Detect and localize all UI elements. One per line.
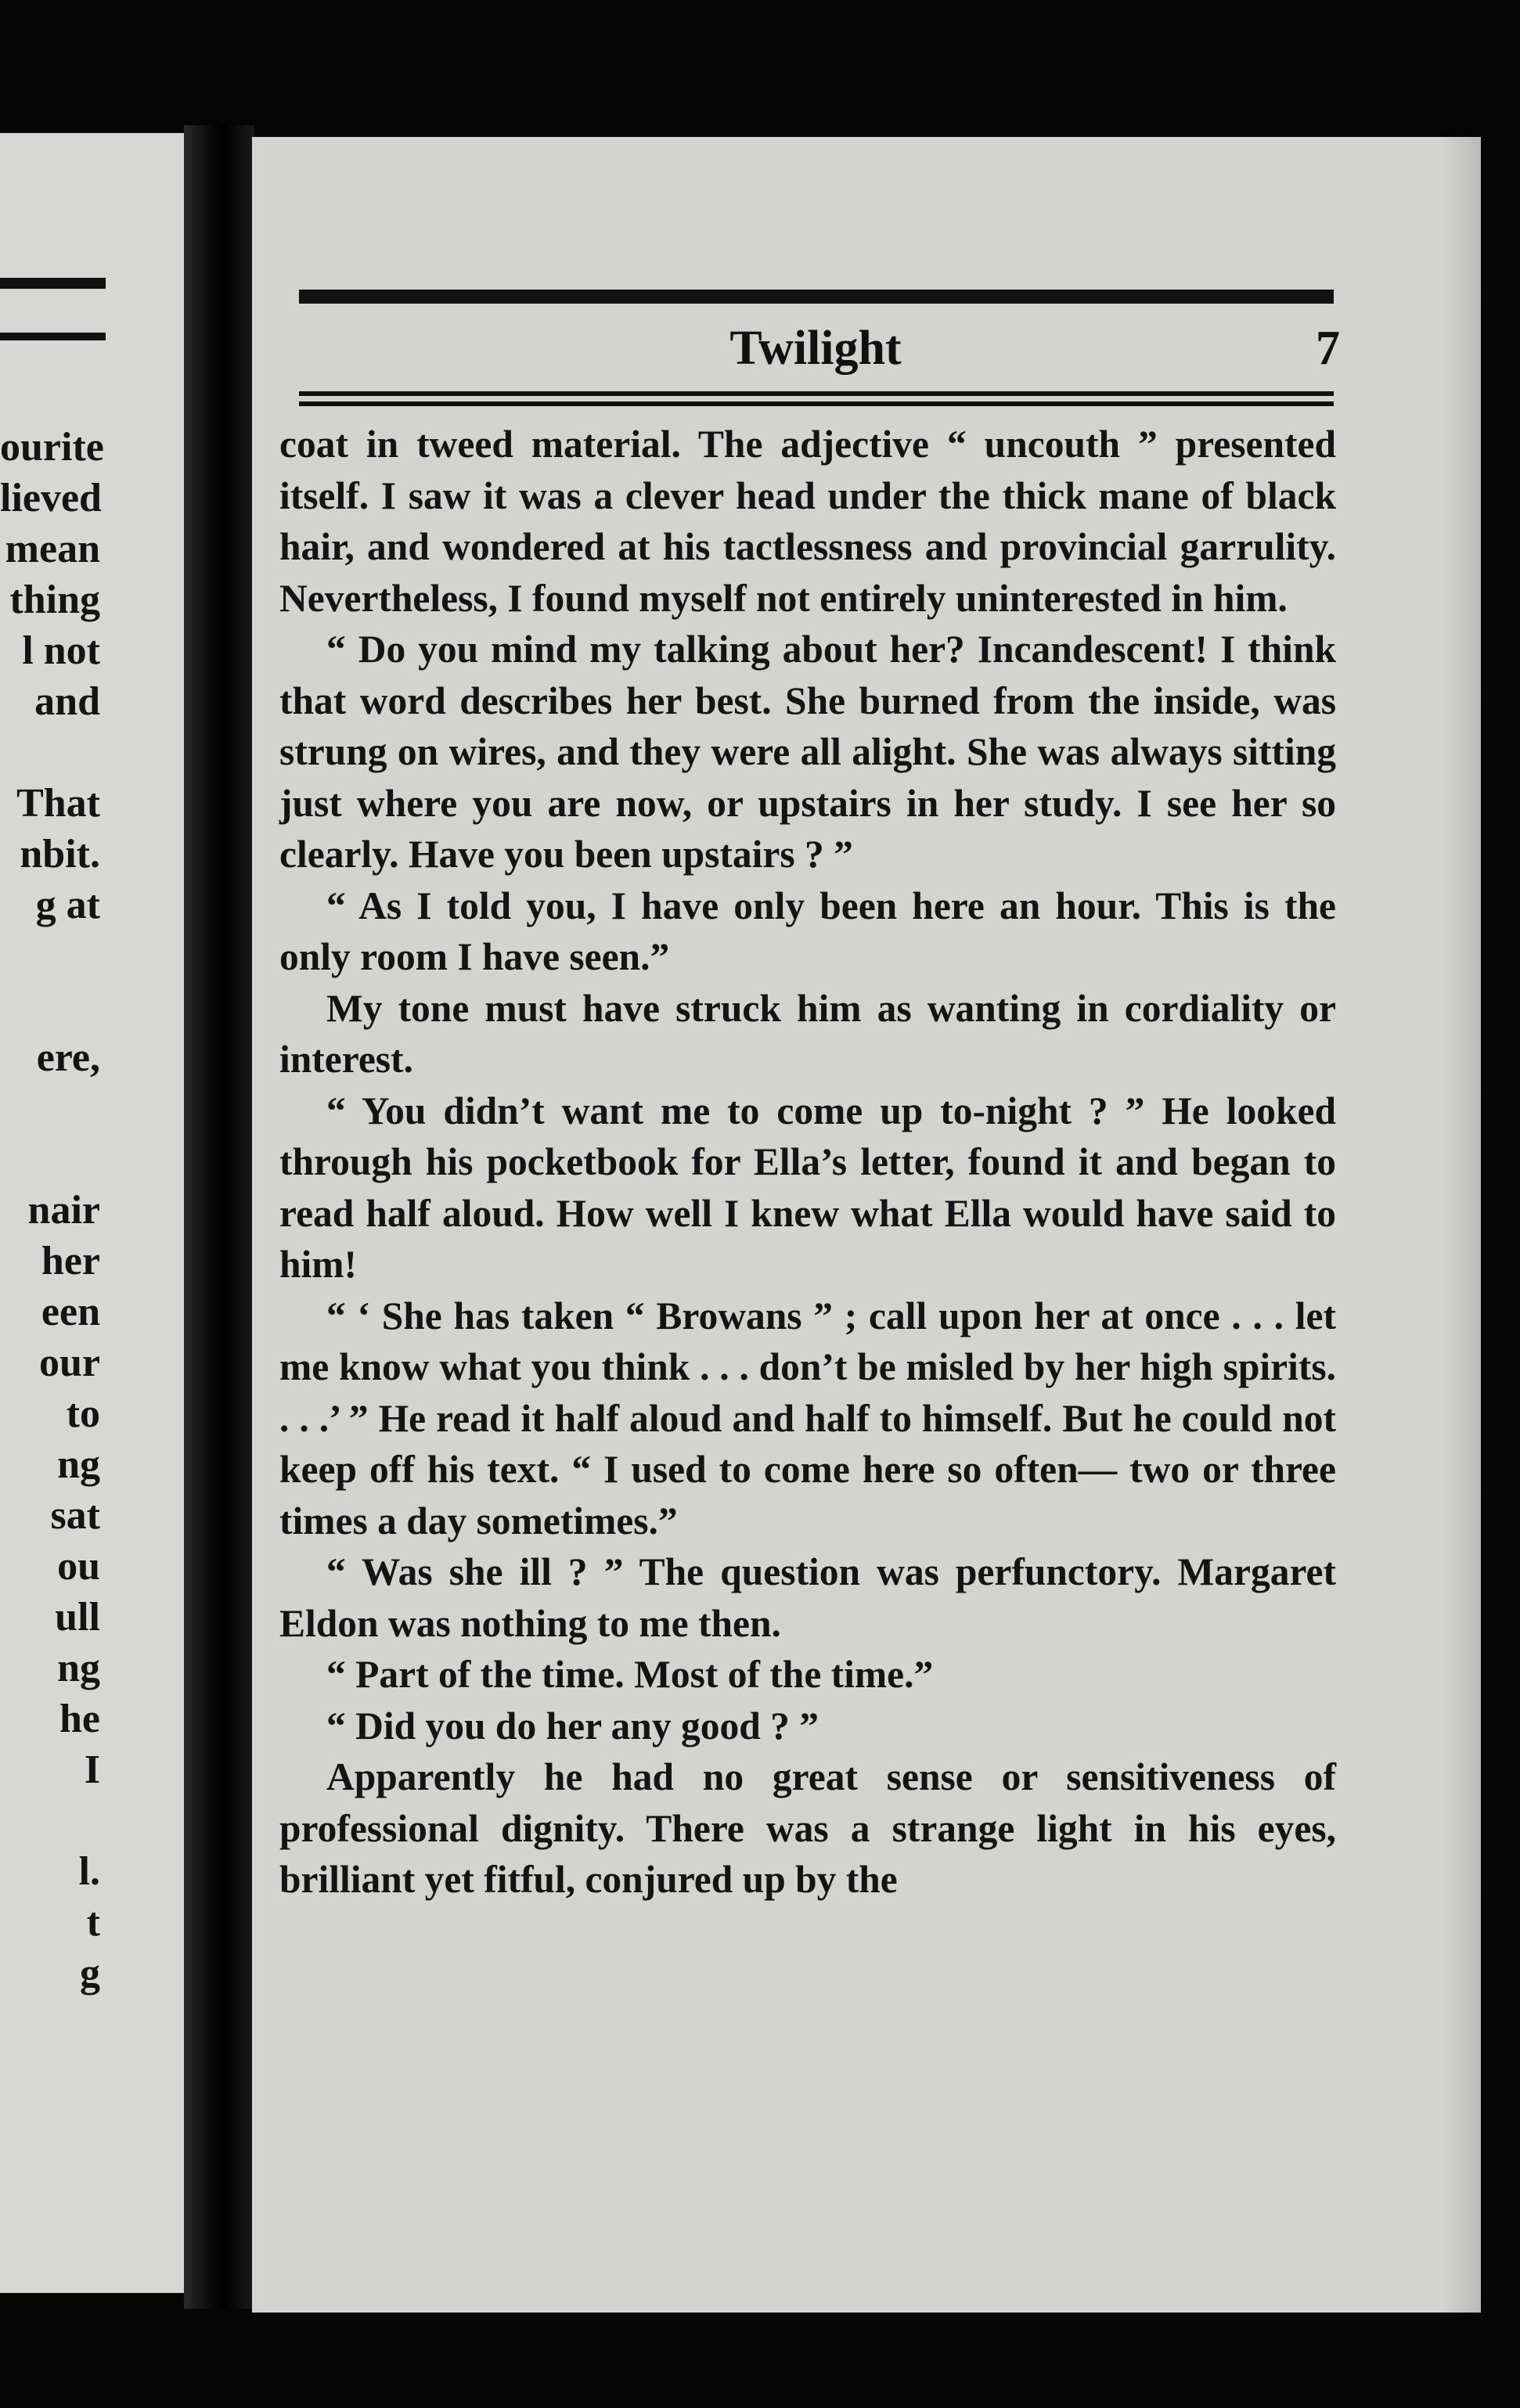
facing-page-fragment <box>0 931 100 982</box>
facing-page-fragment: ull <box>55 1595 100 1640</box>
facing-page-fragment <box>0 982 100 1033</box>
facing-page-fragment: I <box>84 1748 100 1792</box>
facing-page-fragment: ere, <box>36 1035 100 1080</box>
facing-page-fragment: lieved <box>0 476 102 520</box>
running-title: Twilight <box>729 322 902 375</box>
facing-page <box>0 133 184 2293</box>
header-rule-upper <box>299 391 1334 396</box>
facing-page-fragment: een <box>41 1290 100 1334</box>
paragraph: “ Did you do her any good ? ” <box>326 1704 819 1748</box>
facing-page-fragment: ourite <box>0 425 104 470</box>
facing-page-fragment: mean <box>5 527 100 571</box>
facing-page-fragment: ou <box>57 1544 100 1589</box>
facing-page-rule <box>0 278 106 289</box>
facing-page-fragment: nair <box>27 1188 100 1233</box>
facing-page-fragment: he <box>59 1697 100 1741</box>
facing-page-fragment: to <box>66 1391 100 1436</box>
paragraph: “ As I told you, I have only been here an hour. This is the only room I have seen.” <box>279 884 1336 978</box>
facing-page-fragment: ng <box>57 1442 100 1487</box>
facing-page-fragment: and <box>34 679 100 724</box>
book-gutter <box>184 125 254 2309</box>
paragraph: “ ‘ She has taken “ Browans ” ; call upon her at once . . . let me know what you think . . . don’t be misled by her high spirits. . . .’ ” He read it half aloud and half to himself. But he could not keep off his text. “ I used to come here so often— two or three times a day sometimes.” <box>279 1294 1336 1542</box>
facing-page-fragment: sat <box>50 1493 100 1538</box>
body-text <box>279 419 1336 1906</box>
header-rule-top <box>299 290 1334 304</box>
paragraph: Apparently he had no great sense or sensitiveness of professional dignity. There was a strange light in his eyes, brilliant yet fitful, conjured up by the <box>279 1755 1336 1901</box>
facing-page-fragment: nbit. <box>20 832 100 876</box>
paragraph: My tone must have struck him as wanting in cordiality or interest. <box>279 986 1336 1081</box>
page-edge <box>1442 137 1481 2313</box>
facing-page-fragment: ng <box>57 1646 100 1690</box>
page-number: 7 <box>1316 322 1340 375</box>
facing-page-fragment: That <box>16 781 100 826</box>
facing-page-fragment: g <box>80 1951 100 1996</box>
facing-page-fragment: thing <box>9 578 100 622</box>
paragraph: coat in tweed material. The adjective “ uncouth ” presented itself. I saw it was a clever head under the thick mane of black hair, and wondered at his tactlessness and provincial garrulity. Nevertheless, I found myself not entirely uninterested in him. <box>279 423 1336 620</box>
facing-page-fragment <box>0 1084 100 1135</box>
paragraph: “ Was she ill ? ” The question was perfunctory. Margaret Eldon was nothing to me then. <box>279 1550 1336 1645</box>
facing-page-fragment: g at <box>35 883 100 927</box>
facing-page-fragment: her <box>41 1239 100 1283</box>
facing-page-fragment <box>0 728 100 779</box>
facing-page-fragment <box>0 1796 100 1847</box>
facing-page-rule <box>0 333 106 340</box>
paragraph: “ Do you mind my talking about her? Incandescent! I think that word describes her best. She burned from the inside, was strung on wires, and they were all alight. She was always sitting just where you are now, or upstairs in her study. I see her so clearly. Have you been upstairs ? ” <box>279 628 1336 876</box>
facing-page-fragment: our <box>39 1341 100 1385</box>
facing-page-fragment: l not <box>22 628 100 673</box>
facing-page-fragment: l. <box>78 1849 100 1894</box>
paragraph: “ Part of the time. Most of the time.” <box>326 1653 934 1696</box>
header-rule-lower <box>299 401 1334 406</box>
facing-page-text <box>0 423 104 1999</box>
paragraph: “ You didn’t want me to come up to-night ? ” He looked through his pocketbook for Ella’s letter, found it and began to read half aloud. How well I knew what Ella would have said to him! <box>279 1089 1336 1286</box>
facing-page-fragment: t <box>86 1900 100 1945</box>
book-page <box>252 137 1481 2313</box>
facing-page-fragment <box>0 1135 100 1186</box>
